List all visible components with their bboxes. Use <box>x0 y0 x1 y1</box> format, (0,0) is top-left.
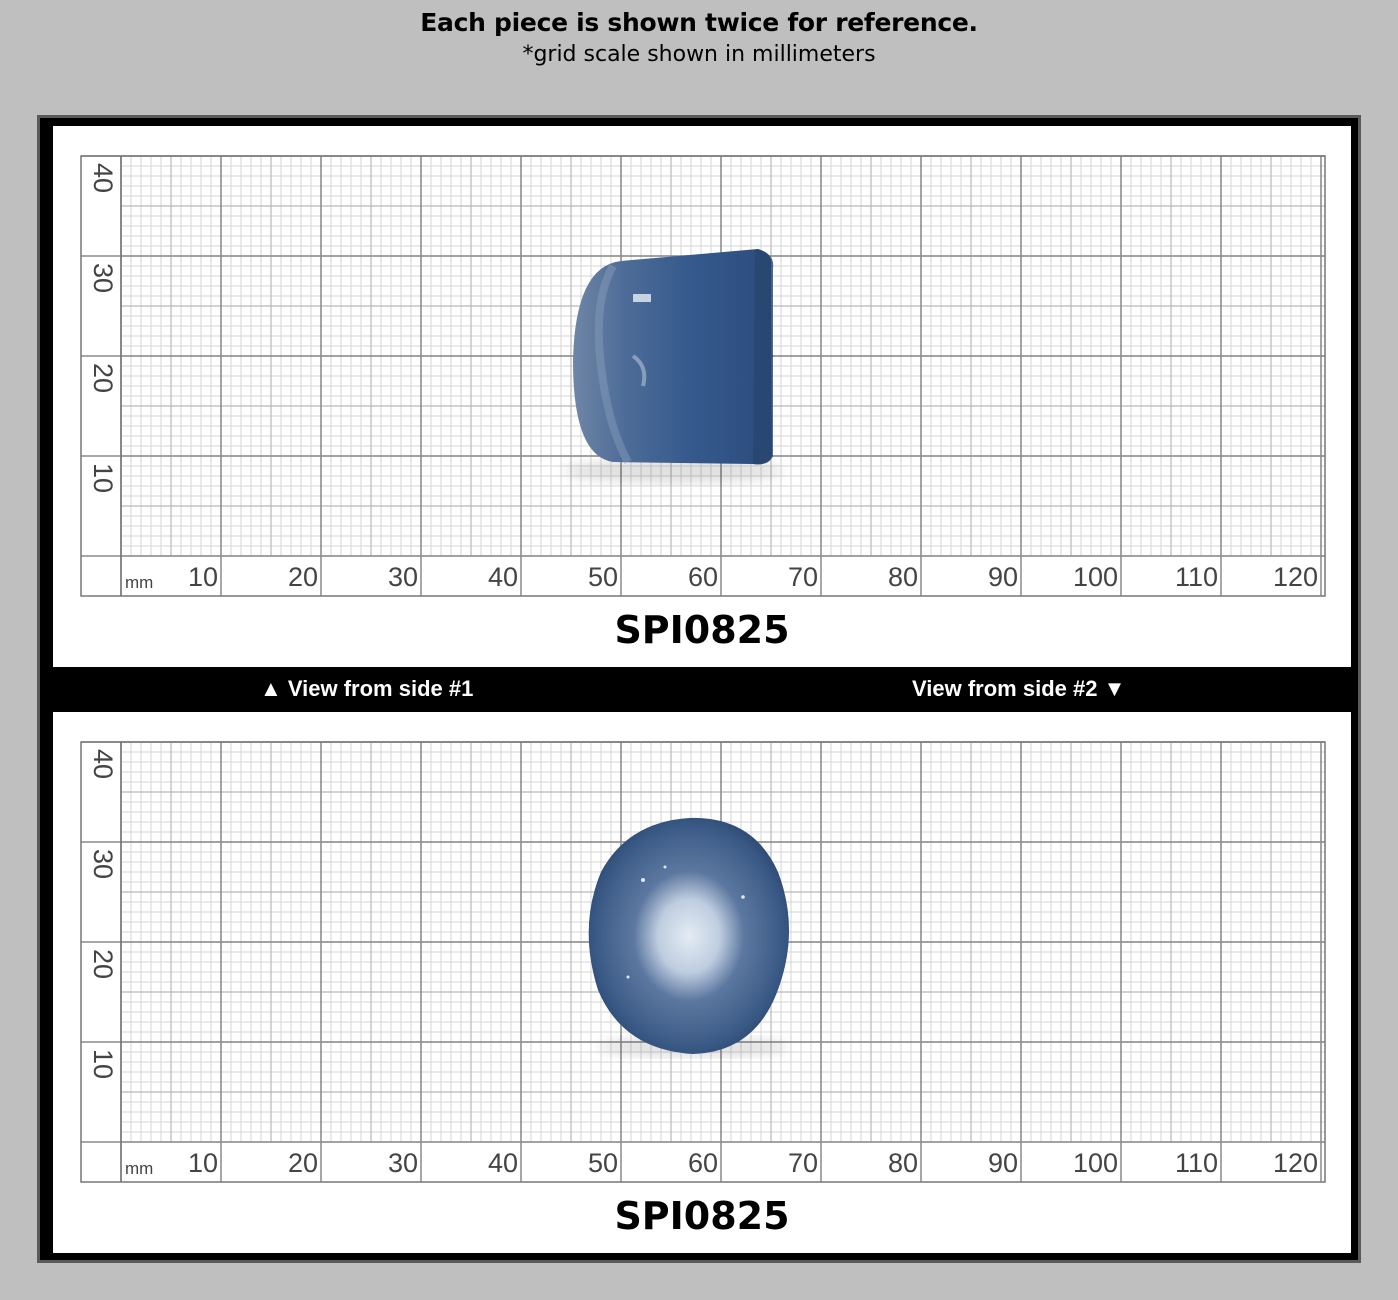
x-tick-label: 100 <box>1072 562 1118 592</box>
x-tick-label: 120 <box>1272 562 1318 592</box>
x-tick-label: 10 <box>187 1148 218 1178</box>
x-tick-label: 70 <box>787 562 818 592</box>
page-subtitle: *grid scale shown in millimeters <box>522 42 876 67</box>
y-tick-label: 30 <box>87 848 118 880</box>
panel-side-1 <box>53 126 1351 667</box>
x-tick-label: 100 <box>1072 1148 1118 1178</box>
panel-side-2 <box>53 712 1351 1253</box>
x-tick-label: 60 <box>687 562 718 592</box>
view-side-1-label: ▲ View from side #1 <box>260 676 474 701</box>
x-tick-label: 50 <box>587 1148 618 1178</box>
y-tick-label: 40 <box>87 162 118 194</box>
x-tick-label: 40 <box>487 562 518 592</box>
photo-frame <box>37 115 1361 1263</box>
y-tick-label: 20 <box>87 948 118 980</box>
grid-side-1 <box>53 126 1351 606</box>
x-tick-label: 90 <box>987 562 1018 592</box>
view-side-2-label: View from side #2 ▼ <box>912 676 1126 701</box>
x-tick-label: 80 <box>887 1148 918 1178</box>
x-tick-label: 20 <box>287 1148 318 1178</box>
y-tick-label: 10 <box>87 1048 118 1080</box>
page-title: Each piece is shown twice for reference. <box>420 8 978 37</box>
x-tick-label: 70 <box>787 1148 818 1178</box>
y-tick-label: 10 <box>87 462 118 494</box>
x-tick-label: 90 <box>987 1148 1018 1178</box>
piece-id-label: SPI0825 <box>614 1194 790 1238</box>
piece-id-label: SPI0825 <box>614 608 790 652</box>
x-tick-label: 120 <box>1272 1148 1318 1178</box>
unit-label: mm <box>125 573 154 592</box>
unit-label: mm <box>125 1159 154 1178</box>
y-tick-label: 40 <box>87 748 118 780</box>
x-tick-label: 110 <box>1174 562 1218 592</box>
x-tick-label: 40 <box>487 1148 518 1178</box>
y-tick-label: 30 <box>87 262 118 294</box>
grid-side-2 <box>53 712 1351 1192</box>
x-tick-label: 30 <box>387 562 418 592</box>
x-tick-label: 50 <box>587 562 618 592</box>
x-tick-label: 110 <box>1174 1148 1218 1178</box>
x-tick-label: 10 <box>187 562 218 592</box>
y-tick-label: 20 <box>87 362 118 394</box>
x-tick-label: 80 <box>887 562 918 592</box>
x-tick-label: 60 <box>687 1148 718 1178</box>
x-tick-label: 30 <box>387 1148 418 1178</box>
x-tick-label: 20 <box>287 562 318 592</box>
